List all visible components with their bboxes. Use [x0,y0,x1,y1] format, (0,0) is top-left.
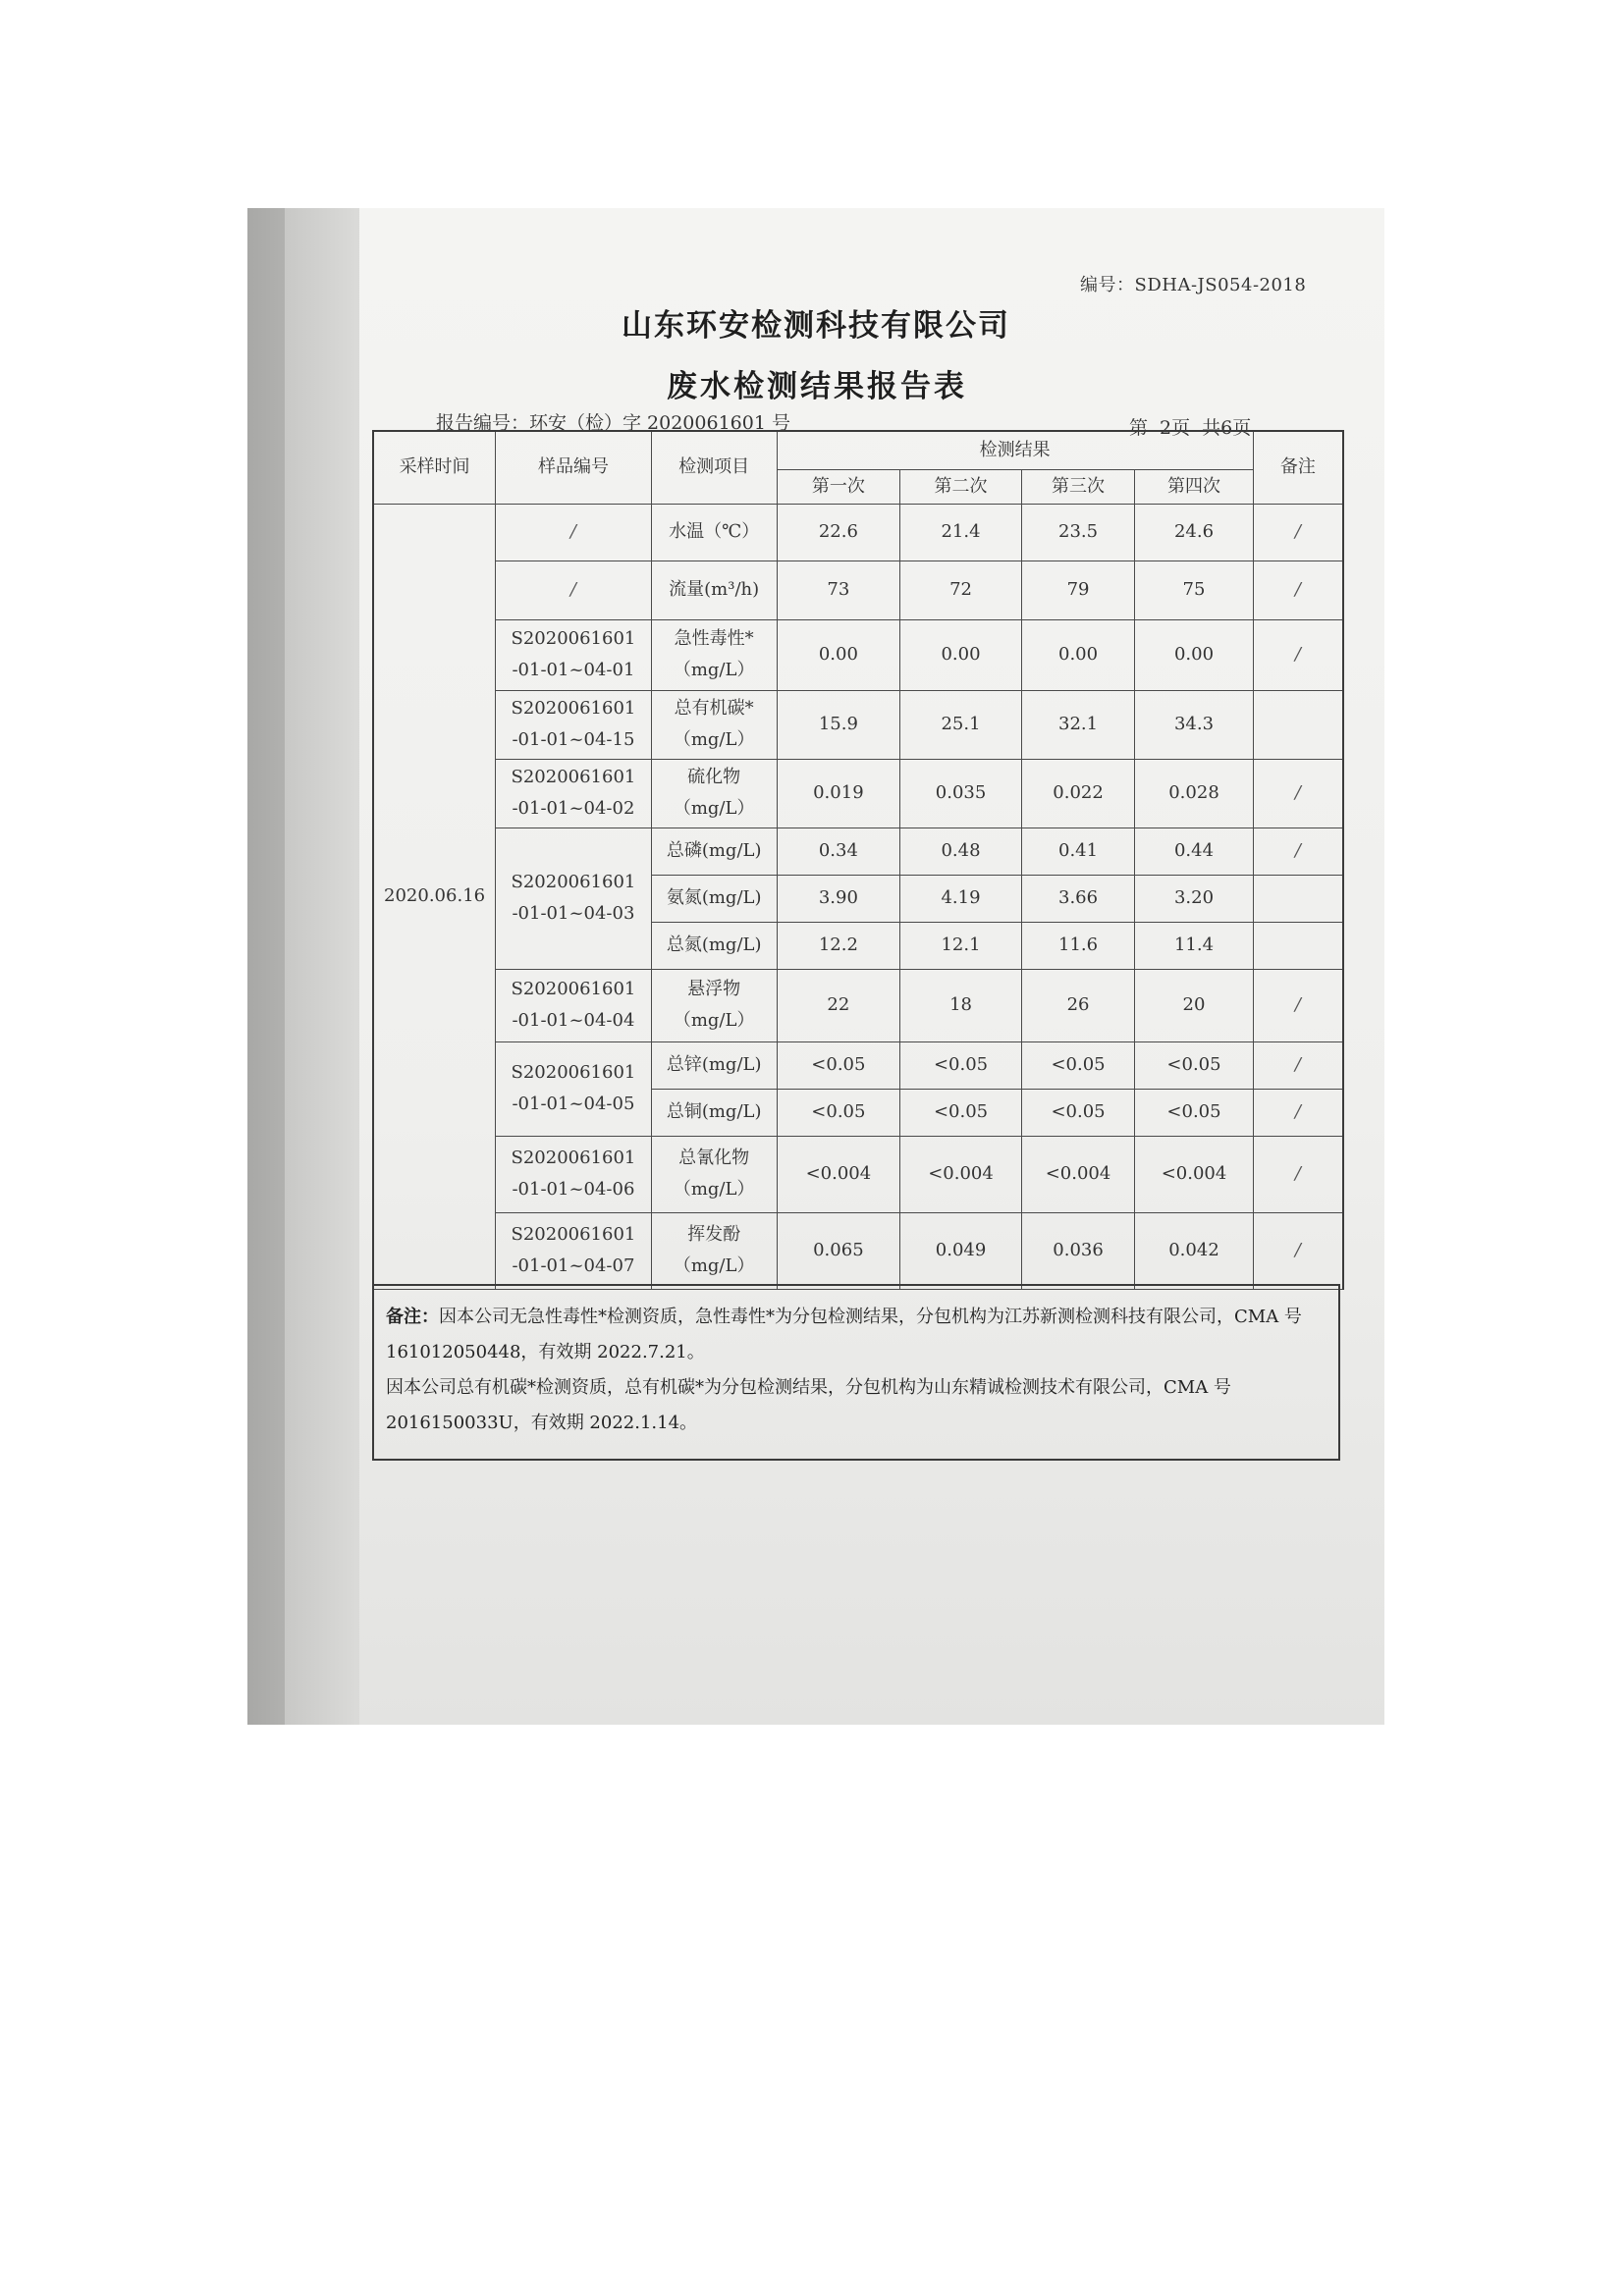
result-value: 22 [777,969,900,1041]
result-value: <0.004 [777,1136,900,1212]
test-item-line1: 急性毒性* [674,628,754,649]
test-item-line2: （mg/L） [673,1010,755,1031]
result-value: <0.004 [1021,1136,1134,1212]
sample-number-line2: -01-01~04-06 [512,1179,635,1200]
result-value: 0.48 [900,828,1022,875]
sample-number-line2: -01-01~04-03 [512,903,635,924]
row-note: / [1253,1089,1342,1136]
row-note: / [1253,1212,1342,1289]
result-value: 0.036 [1021,1212,1134,1289]
result-value: <0.05 [1135,1041,1254,1089]
report-title: 废水检测结果报告表 [667,369,967,404]
result-value: <0.05 [900,1089,1022,1136]
result-value: 0.028 [1135,759,1254,828]
test-item-line2: （mg/L） [673,1255,755,1276]
row-note: / [1253,1136,1342,1212]
result-value: <0.05 [900,1041,1022,1089]
sample-number-line2: -01-01~04-07 [512,1255,635,1276]
sample-number-line2: -01-01~04-02 [512,798,635,819]
table-row [374,969,1342,1041]
test-item [651,1136,777,1212]
sampling-date: 2020.06.16 [374,504,496,1289]
result-value: 11.4 [1135,922,1254,969]
row-note: / [1253,1041,1342,1089]
result-value: 0.049 [900,1212,1022,1289]
row-note: / [1253,828,1342,875]
test-item-line1: 总有机碳* [674,698,754,719]
notes-line-2: 因本公司总有机碳*检测资质，总有机碳*为分包检测结果，分包机构为山东精诚检测技术有限公司，CMA 号 2016150033U，有效期 2022.1.14。 [386,1377,1231,1433]
sample-number-line2: -01-01~04-05 [512,1094,635,1114]
sample-number [496,1041,652,1136]
result-value: <0.05 [1021,1089,1134,1136]
result-value: <0.004 [1135,1136,1254,1212]
header-results: 检测结果 [777,432,1253,469]
notes-section [372,1284,1340,1461]
result-value: 79 [1021,561,1134,619]
sample-number [496,690,652,759]
table-row [374,759,1342,828]
result-value: 0.022 [1021,759,1134,828]
test-item [651,690,777,759]
table-row [374,690,1342,759]
result-value: 0.44 [1135,828,1254,875]
notes-label: 备注： [386,1307,439,1327]
table-row [374,561,1342,619]
sample-number [496,828,652,969]
result-value: 22.6 [777,504,900,561]
table-row [374,1041,1342,1089]
result-value: 0.042 [1135,1212,1254,1289]
header-sample-no: 样品编号 [496,432,652,504]
table-row [374,828,1342,875]
test-item: 总氮(mg/L) [651,922,777,969]
test-item [651,759,777,828]
result-value: 24.6 [1135,504,1254,561]
document-code: 编号：SDHA-JS054-2018 [1080,275,1307,295]
sample-number-line2: -01-01~04-04 [512,1010,635,1031]
result-value: 0.00 [777,619,900,690]
company-name: 山东环安检测科技有限公司 [622,308,1010,344]
result-value: 21.4 [900,504,1022,561]
result-value: 0.00 [900,619,1022,690]
sample-number-line1: S2020061601 [511,872,636,892]
sample-number [496,619,652,690]
sample-number-line1: S2020061601 [511,628,636,649]
sample-number-line1: S2020061601 [511,1148,636,1168]
header-note: 备注 [1253,432,1342,504]
table-row [374,1212,1342,1289]
sample-number-line2: -01-01~04-01 [512,660,635,680]
result-value: 26 [1021,969,1134,1041]
test-item: 总铜(mg/L) [651,1089,777,1136]
test-item: 氨氮(mg/L) [651,875,777,922]
test-item-line2: （mg/L） [673,798,755,819]
test-item-line2: （mg/L） [673,729,755,750]
row-note [1253,922,1342,969]
row-note [1253,690,1342,759]
result-value: 11.6 [1021,922,1134,969]
result-value: <0.004 [900,1136,1022,1212]
test-item [651,1212,777,1289]
header-round-2: 第二次 [900,469,1022,504]
sample-number-line1: S2020061601 [511,979,636,999]
sample-number [496,759,652,828]
notes-line-1: 因本公司无急性毒性*检测资质，急性毒性*为分包检测结果，分包机构为江苏新测检测科技有限公司，CMA 号 161012050448，有效期 2022.7.21。 [386,1307,1302,1362]
result-value: 73 [777,561,900,619]
result-value: <0.05 [777,1041,900,1089]
result-value: 0.41 [1021,828,1134,875]
test-item: 流量(m³/h) [651,561,777,619]
table-row [374,504,1342,561]
table-row [374,619,1342,690]
row-note: / [1253,619,1342,690]
result-value: <0.05 [777,1089,900,1136]
row-note: / [1253,759,1342,828]
sample-number [496,969,652,1041]
result-value: 23.5 [1021,504,1134,561]
test-item-line1: 总氰化物 [678,1148,750,1168]
report-number: 报告编号：环安（检）字 2020061601 号 [436,412,790,434]
result-value: 3.20 [1135,875,1254,922]
test-item-line2: （mg/L） [673,660,755,680]
header-sampling-time: 采样时间 [374,432,496,504]
sample-number-line1: S2020061601 [511,1062,636,1083]
test-item: 水温（℃） [651,504,777,561]
result-value: 0.065 [777,1212,900,1289]
result-value: 4.19 [900,875,1022,922]
test-item-line1: 悬浮物 [687,979,741,999]
row-note [1253,875,1342,922]
sample-number-line1: S2020061601 [511,767,636,787]
result-value: 72 [900,561,1022,619]
result-value: 0.00 [1021,619,1134,690]
results-table [374,432,1342,1290]
sample-number: / [496,561,652,619]
sample-number [496,1136,652,1212]
result-value: 32.1 [1021,690,1134,759]
result-value: 25.1 [900,690,1022,759]
test-item [651,969,777,1041]
sample-number [496,1212,652,1289]
sample-number-line2: -01-01~04-15 [512,729,635,750]
result-value: 75 [1135,561,1254,619]
result-value: <0.05 [1135,1089,1254,1136]
result-value: 15.9 [777,690,900,759]
row-note: / [1253,561,1342,619]
test-item-line2: （mg/L） [673,1179,755,1200]
test-item [651,619,777,690]
result-value: 18 [900,969,1022,1041]
result-value: 0.019 [777,759,900,828]
result-value: 34.3 [1135,690,1254,759]
result-value: 3.66 [1021,875,1134,922]
sample-number: / [496,504,652,561]
sample-number-line1: S2020061601 [511,1224,636,1245]
result-value: 12.1 [900,922,1022,969]
result-value: 0.00 [1135,619,1254,690]
header-item: 检测项目 [651,432,777,504]
result-value: <0.05 [1021,1041,1134,1089]
result-value: 20 [1135,969,1254,1041]
result-value: 12.2 [777,922,900,969]
page-number: 第 2页 共6页 [1129,417,1252,439]
test-item-line1: 硫化物 [687,767,741,787]
header-round-1: 第一次 [777,469,900,504]
result-value: 0.34 [777,828,900,875]
test-item: 总锌(mg/L) [651,1041,777,1089]
test-item-line1: 挥发酚 [687,1224,741,1245]
result-value: 3.90 [777,875,900,922]
result-value: 0.035 [900,759,1022,828]
table-row [374,1136,1342,1212]
test-item: 总磷(mg/L) [651,828,777,875]
header-round-4: 第四次 [1135,469,1254,504]
row-note: / [1253,504,1342,561]
results-table-frame [372,430,1344,1290]
row-note: / [1253,969,1342,1041]
sample-number-line1: S2020061601 [511,698,636,719]
header-round-3: 第三次 [1021,469,1134,504]
